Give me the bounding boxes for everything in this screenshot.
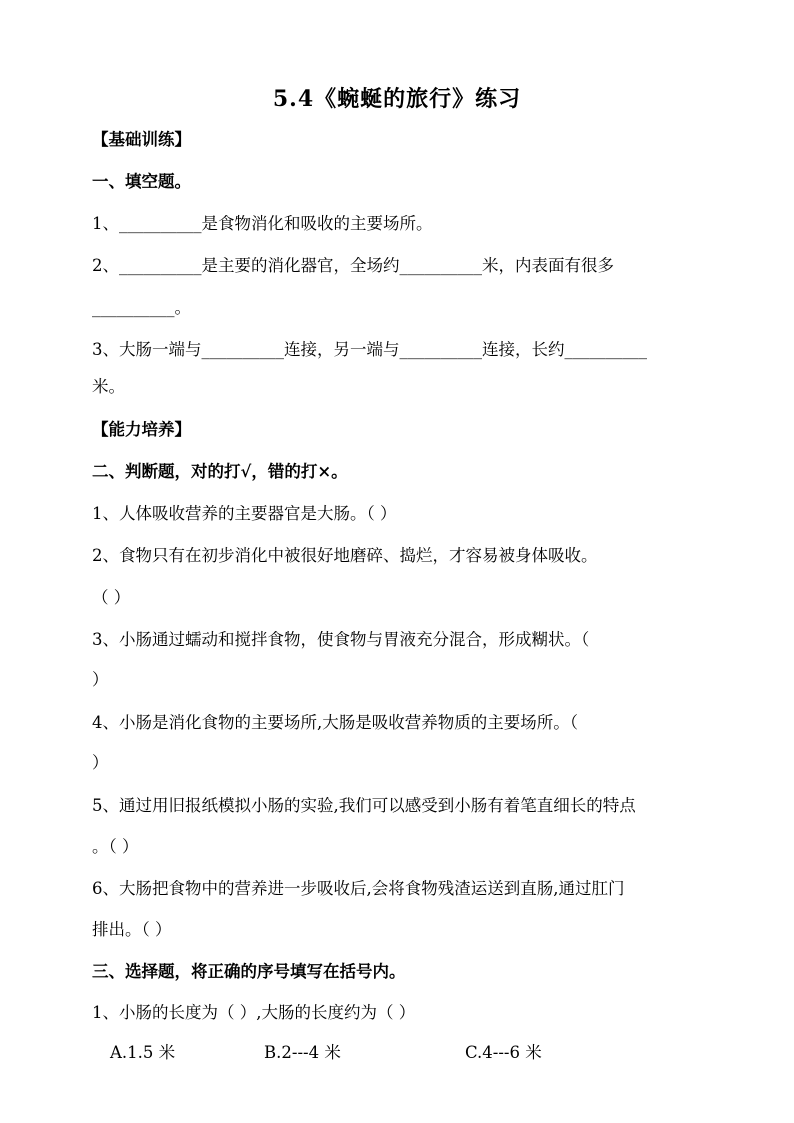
section-heading-multiple-choice: 三、选择题，将正确的序号填写在括号内。 — [92, 962, 406, 981]
section-heading-true-false: 二、判断题，对的打√，错的打×。 — [92, 462, 348, 481]
page-title: 5.4《蜿蜒的旅行》练习 — [272, 86, 522, 112]
true-false-question-4-line-2: ） — [92, 753, 109, 772]
true-false-question-3-line-1: 3、小肠通过蠕动和搅拌食物，使食物与胃液充分混合，形成糊状。（ — [92, 630, 590, 649]
section-label-basic: 【基础训练】 — [92, 130, 191, 149]
choice-option-c: C.4---6 米 — [465, 1043, 542, 1062]
choice-question-1: 1、小肠的长度为（ ）,大肠的长度约为（ ） — [92, 1003, 416, 1022]
true-false-question-5-line-2: 。（ ） — [92, 837, 139, 856]
section-label-ability: 【能力培养】 — [92, 420, 191, 439]
true-false-question-6-line-1: 6、大肠把食物中的营养进一步吸收后,会将食物残渣运送到直肠,通过肛门 — [92, 879, 625, 898]
fill-blank-question-2-line-1: 2、__________是主要的消化器官，全场约__________米，内表面有很多 — [92, 256, 614, 275]
fill-blank-question-3-line-2: 米。 — [92, 377, 125, 396]
fill-blank-question-2-line-2: __________。 — [92, 298, 191, 317]
fill-blank-question-1: 1、__________是食物消化和吸收的主要场所。 — [92, 214, 433, 233]
section-heading-fill-blank: 一、填空题。 — [92, 172, 191, 191]
choice-option-a: A.1.5 米 — [110, 1043, 176, 1062]
true-false-question-5-line-1: 5、通过用旧报纸模拟小肠的实验,我们可以感受到小肠有着笔直细长的特点 — [92, 796, 636, 815]
true-false-question-3-line-2: ） — [92, 670, 109, 689]
true-false-question-2-line-2: （ ） — [92, 588, 131, 607]
true-false-question-6-line-2: 排出。（ ） — [92, 920, 172, 939]
true-false-question-1: 1、人体吸收营养的主要器官是大肠。（ ） — [92, 504, 397, 523]
choice-option-b: B.2---4 米 — [264, 1043, 341, 1062]
true-false-question-4-line-1: 4、小肠是消化食物的主要场所,大肠是吸收营养物质的主要场所。（ — [92, 713, 578, 732]
fill-blank-question-3-line-1: 3、大肠一端与__________连接，另一端与__________连接，长约__________ — [92, 340, 647, 359]
true-false-question-2-line-1: 2、食物只有在初步消化中被很好地磨碎、捣烂，才容易被身体吸收。 — [92, 546, 598, 565]
